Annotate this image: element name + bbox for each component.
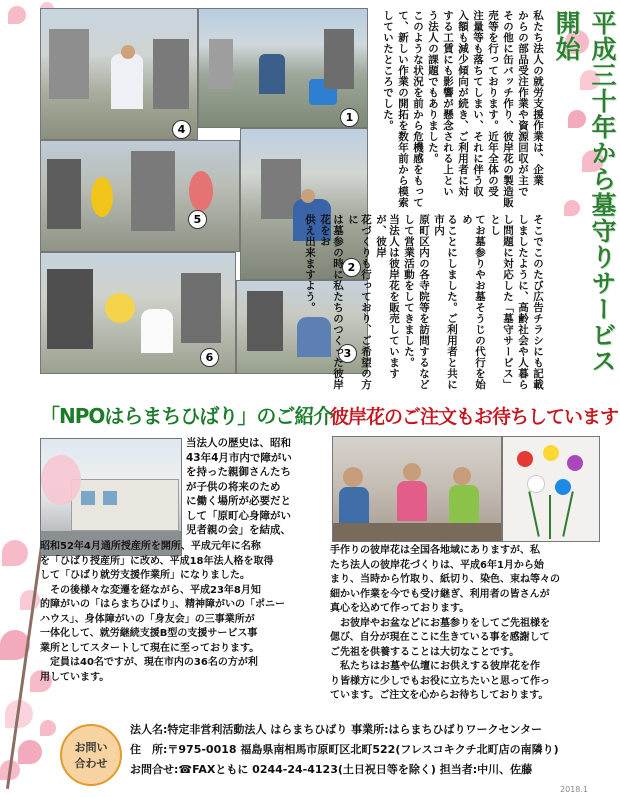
contact-badge-line: 合わせ <box>74 757 108 770</box>
article-block-lower <box>304 214 544 390</box>
contact-label: お問合せ: <box>130 763 179 776</box>
date-stamp: 2018.1 <box>560 785 588 794</box>
photo-4 <box>40 8 198 140</box>
article-col: して営業活動をしてきました。 <box>403 214 415 368</box>
npo-line: 的障がいの「はらまちひばり」、精神障がいの「ポニー <box>40 599 285 610</box>
article-col: しましたように、高齢社会や人暮ら <box>517 214 529 390</box>
page-title: 平成三十年から墓守りサービス開始 <box>552 10 617 374</box>
npo-line: 一体化して、就労継続支援B型の支援サービス事 <box>40 628 258 639</box>
photo-number-4: 4 <box>172 120 191 139</box>
higan-line: お彼岸やお盆などにお墓参りをしてご先祖様を <box>340 617 550 629</box>
higan-line: 私たちはお墓や仏壇にお供えする彼岸花を作 <box>340 661 540 672</box>
higan-workshop-photo <box>332 436 502 542</box>
npo-line: 業所としてスタートして現在に至っております。 <box>40 642 260 654</box>
higan-line: ています。ご注文を心からお待ちしております。 <box>330 690 549 701</box>
npo-heading: 「NPOはらまちひばり」のご紹介 <box>40 404 333 428</box>
higan-line: 偲び、自分が現在ここに生きている事を感謝して <box>330 632 550 643</box>
contact-badge <box>60 724 122 786</box>
npo-line: して「ひばり就労支援作業所」になりました。 <box>40 570 250 581</box>
contact-footer <box>60 716 600 788</box>
higan-line: 手作りの彼岸花は全国各地域にありますが、私 <box>330 545 540 556</box>
org-row <box>130 722 542 737</box>
higan-heading: 彼岸花のご注文もお待ちしています <box>330 406 619 428</box>
article-col: 私たち法人の就労支援作業は、企業 <box>532 10 544 186</box>
higan-text <box>330 544 602 704</box>
article-col: 原町区内の各寺院等を訪問するなど <box>418 214 430 390</box>
org-value: 特定非営利活動法人 はらまちひばり 事業所:はらまちひばりワークセンター <box>167 723 543 736</box>
photo-number-1: 1 <box>340 108 359 127</box>
article-col: 入額も減少傾向が続き、ご利用者に対 <box>457 10 469 197</box>
photo-number-6: 6 <box>200 348 219 367</box>
higan-line: たち法人の彼岸花づくりは、平成6年1月から始 <box>330 559 544 571</box>
higan-line: 細かい作業を今でも受け継ぎ、利用者の皆さんが <box>330 588 550 600</box>
npo-line: 用しています。 <box>40 671 110 683</box>
photo-5 <box>40 140 240 252</box>
article-col: する工賃にも影響が懸念される上とい <box>442 10 454 197</box>
higan-line: 真心を込めて作っております。 <box>330 603 470 614</box>
contact-badge-line: お問い <box>74 741 108 754</box>
higan-line: ご先祖を供養することは大切なことです。 <box>330 646 520 658</box>
address-value: 〒975-0018 福島県南相馬市原町区北町522(フレスコキクチ北町店の南隣り) <box>167 743 559 756</box>
article-block-right <box>370 10 544 210</box>
article-col: う法人の課題でもありました。 <box>427 10 439 164</box>
article-col: てお墓参りやお墓そうじの代行を始め <box>461 214 486 390</box>
contact-row <box>130 762 532 777</box>
article-col: 注量等も落ちてしまい、それに伴う収 <box>472 10 484 197</box>
npo-line: が子供の将来のため <box>186 480 281 493</box>
article-col: このような状況を前から危機感をもって <box>412 10 424 208</box>
article-col: し問題に対応した「墓守サービス」とし <box>489 214 514 390</box>
article-col: からの部品受注作業や資源回収が主で <box>517 10 529 197</box>
npo-text-right <box>186 436 322 538</box>
address-row <box>130 742 559 757</box>
higan-line: り皆様方に少しでもお役に立ちたいと思って作っ <box>330 675 550 687</box>
article-col: 供え出来ますよう。 <box>304 214 316 313</box>
npo-line: 昭和52年4月通所授産所を開所、平成元年に名称 <box>40 541 261 552</box>
contact-value: ☎FAXともに 0244-24-4123(土日祝日等を除く) 担当者:中川、佐藤 <box>178 763 533 776</box>
npo-line: を持った親御さんたち <box>186 466 291 478</box>
higan-flowers-photo <box>502 436 600 542</box>
photo-number-2: 2 <box>342 258 361 277</box>
article-col: 花づくりも行っており、ご希望の方に <box>347 214 372 390</box>
org-label: 法人名: <box>130 723 168 736</box>
higan-line: まり、当時から竹取り、紙切り、染色、束ね等々の <box>330 574 560 585</box>
npo-line: 43年4月市内で障がい <box>186 451 292 464</box>
article-col: ることにしました。ご利用者と共に市内 <box>433 214 458 390</box>
npo-line: 当法人の歴史は、昭和 <box>186 437 291 449</box>
npo-line: して「原町心身障がい <box>186 509 291 522</box>
photo-number-5: 5 <box>188 210 207 229</box>
article-col: て、新しい作業の開拓を数年前から模索 <box>397 10 409 208</box>
photo-number-3: 3 <box>338 344 357 363</box>
npo-building-photo <box>40 438 182 556</box>
article-col: は墓参の時に私たちのつくった彼岸花をお <box>319 214 344 390</box>
npo-line: を「ひばり授産所」に改め、平成18年法人格を取得 <box>40 555 274 567</box>
npo-line: 定員は40名ですが、現在市内の36名の方が利 <box>50 657 258 668</box>
npo-line: 児者親の会」を結成、 <box>186 524 291 536</box>
article-col: していたところでした。 <box>382 10 394 131</box>
npo-line: その後様々な変遷を経ながら、平成23年8月知 <box>50 584 261 596</box>
npo-text-full <box>40 540 324 685</box>
article-col: 売等を行っております。近年全体の受 <box>487 10 499 197</box>
npo-line: に働く場所が必要だと <box>186 495 291 507</box>
article-col: そこでこのたび広告チラシにも記載 <box>532 214 544 390</box>
address-label: 住 所: <box>130 743 168 756</box>
npo-line: ハウス」、身体障がいの「身友会」の三事業所が <box>40 613 255 625</box>
article-col: 当法人は彼岸花を販売していますが、彼岸 <box>375 214 400 379</box>
article-col: その他に缶バッチ作り、彼岸花の製造販 <box>502 10 514 208</box>
